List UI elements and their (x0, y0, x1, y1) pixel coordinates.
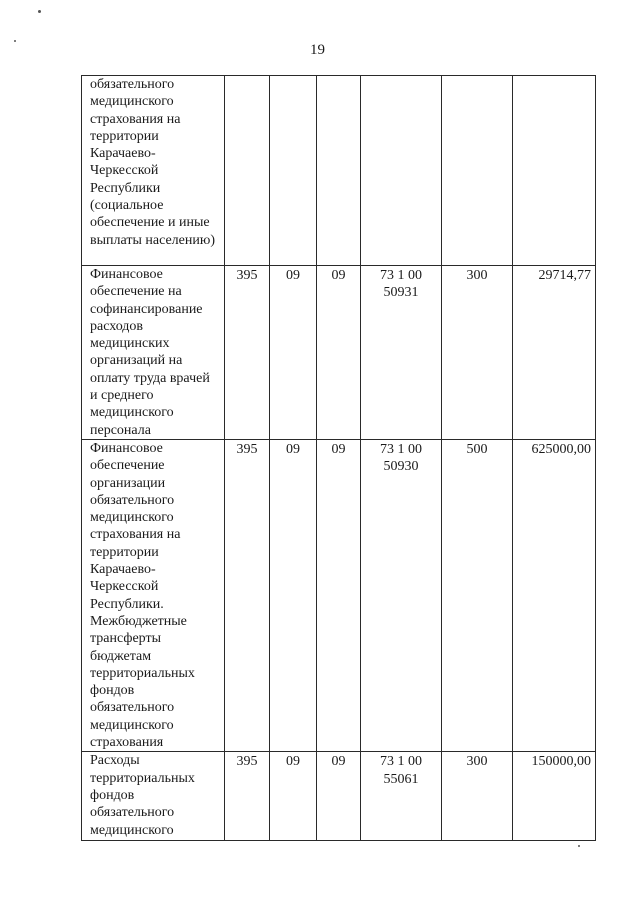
scan-speck (14, 40, 16, 42)
amount: 150000,00 (513, 752, 596, 841)
admin-code (225, 76, 270, 266)
expense-type-code (442, 76, 513, 266)
subsection-code: 09 (317, 440, 361, 752)
subsection-code (317, 76, 361, 266)
target-code: 73 1 00 50931 (361, 266, 442, 440)
subsection-code: 09 (317, 752, 361, 841)
row-name: Финансовое обеспечение на софинансирование расходов медицинских организаций на оплату труда врачей и среднего медицинского персонала (82, 266, 225, 440)
admin-code: 395 (225, 266, 270, 440)
section-code: 09 (270, 440, 317, 752)
table-row (82, 440, 596, 752)
row-name: Расходы территориальных фондов обязательного медицинского (82, 752, 225, 841)
target-code: 73 1 00 50930 (361, 440, 442, 752)
target-code (361, 76, 442, 266)
scan-speck (38, 10, 41, 13)
table-row (82, 76, 596, 266)
subsection-code: 09 (317, 266, 361, 440)
row-name: Финансовое обеспечение организации обязательного медицинского страхования на территории Карачаево-Черкесской Республики. Межбюджетные трансферты бюджетам территориальных фондов обязательного медицинского страхования (82, 440, 225, 752)
page-number: 19 (310, 42, 325, 58)
admin-code: 395 (225, 752, 270, 841)
admin-code: 395 (225, 440, 270, 752)
section-code: 09 (270, 266, 317, 440)
amount (513, 76, 596, 266)
expense-type-code: 300 (442, 266, 513, 440)
amount: 29714,77 (513, 266, 596, 440)
expense-type-code: 500 (442, 440, 513, 752)
amount: 625000,00 (513, 440, 596, 752)
expense-type-code: 300 (442, 752, 513, 841)
row-name: обязательного медицинского страхования на территории Карачаево-Черкесской Республики (социальное обеспечение и иные выплаты населению) (82, 76, 225, 266)
budget-table (81, 75, 596, 841)
section-code (270, 76, 317, 266)
target-code: 73 1 00 55061 (361, 752, 442, 841)
section-code: 09 (270, 752, 317, 841)
table-row (82, 752, 596, 841)
scan-speck (578, 845, 580, 847)
table-row (82, 266, 596, 440)
